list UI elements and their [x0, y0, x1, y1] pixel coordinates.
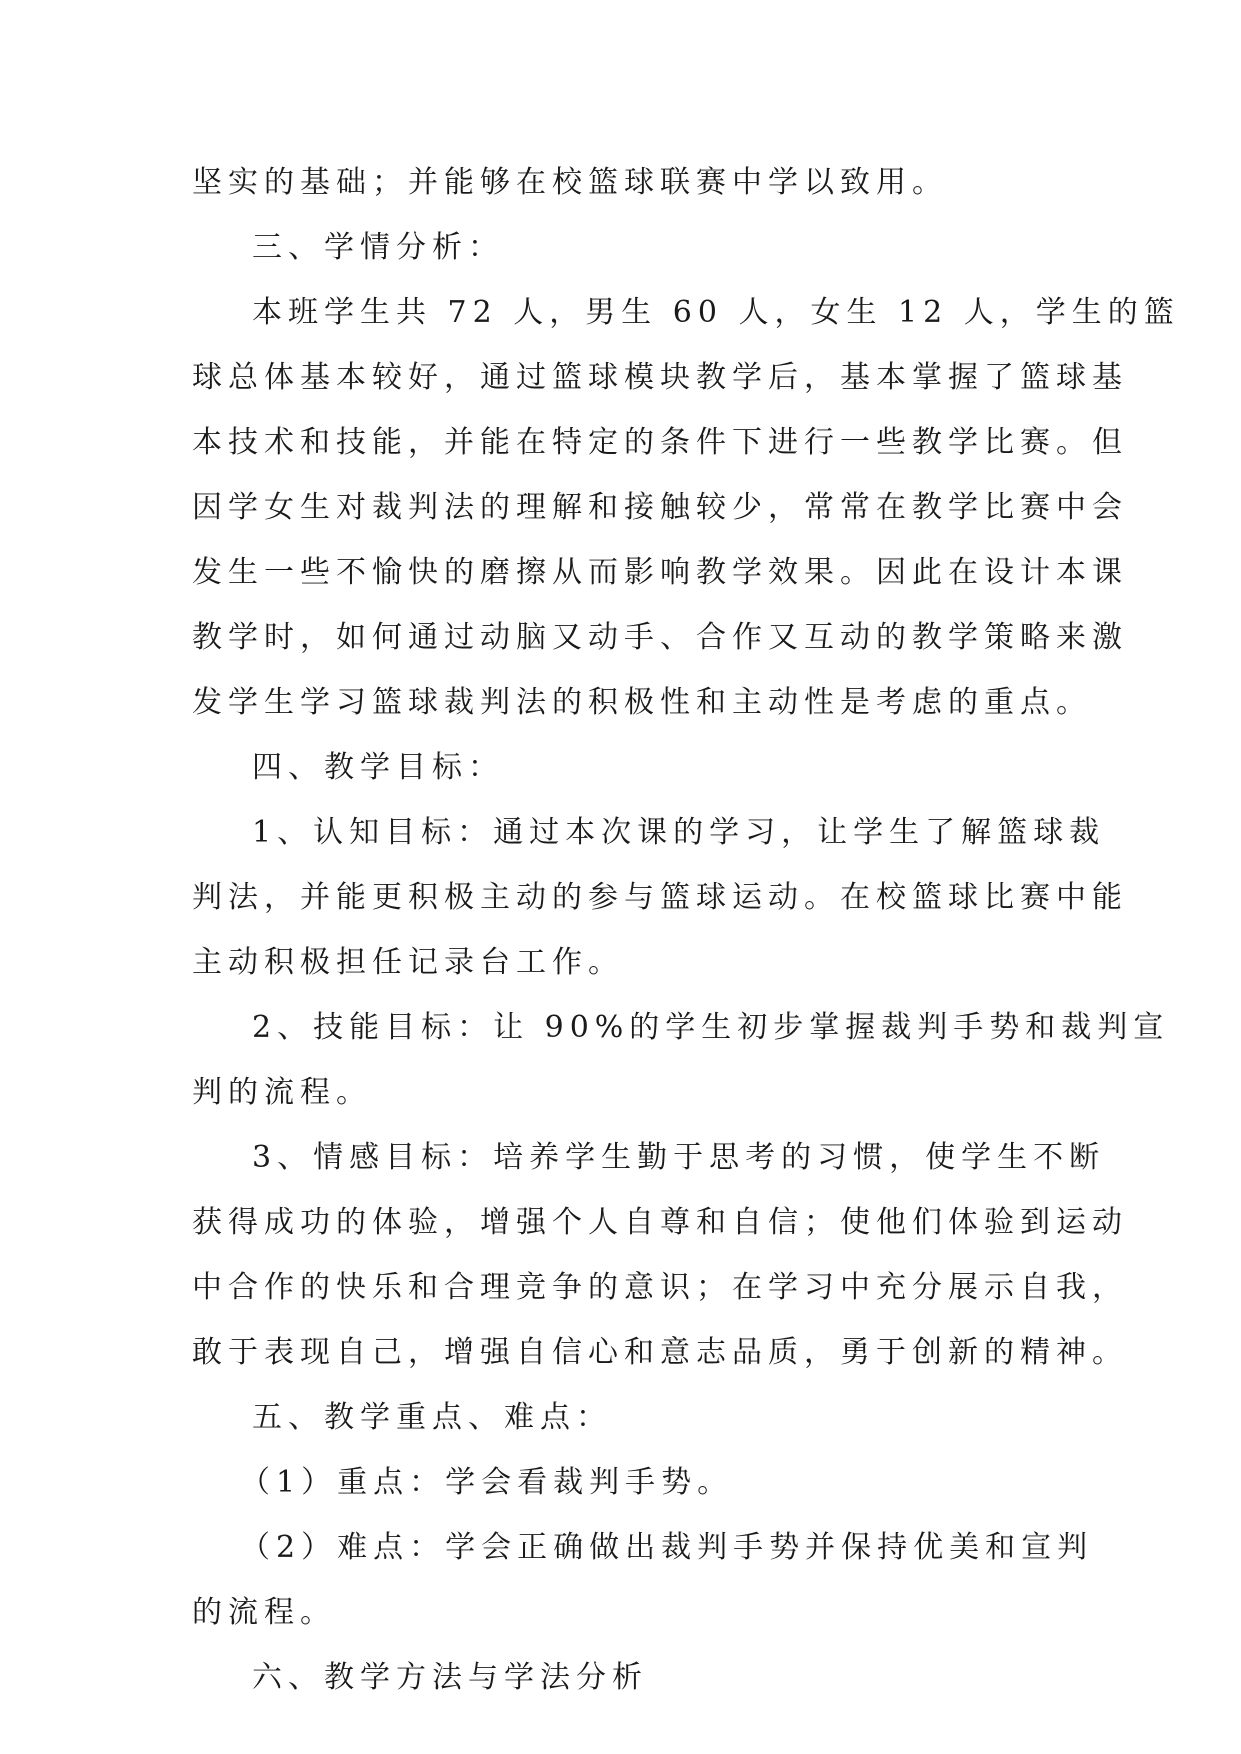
section-heading: 三、学情分析： [252, 230, 504, 265]
section-heading: 五、教学重点、难点： [252, 1400, 612, 1435]
text-line: 发生一些不愉快的磨擦从而影响教学效果。因此在设计本课 [192, 555, 1128, 590]
text-line: 敢于表现自己，增强自信心和意志品质，勇于创新的精神。 [192, 1335, 1128, 1370]
document-page [192, 150, 1180, 1710]
text-line: 1、认知目标：通过本次课的学习，让学生了解篮球裁 [252, 815, 1106, 850]
text-line: 本技术和技能，并能在特定的条件下进行一些教学比赛。但 [192, 425, 1128, 460]
text-line: 发学生学习篮球裁判法的积极性和主动性是考虑的重点。 [192, 685, 1092, 720]
text-line: 因学女生对裁判法的理解和接触较少，常常在教学比赛中会 [192, 490, 1128, 525]
text-line: 判的流程。 [192, 1075, 372, 1110]
text-line: 的流程。 [192, 1595, 336, 1630]
section-heading: 四、教学目标： [252, 750, 504, 785]
text-line: 2、技能目标：让 90%的学生初步掌握裁判手势和裁判宣 [252, 1010, 1170, 1045]
text-line: 获得成功的体验，增强个人自尊和自信；使他们体验到运动 [192, 1205, 1128, 1240]
list-item: （2）难点：学会正确做出裁判手势并保持优美和宣判 [240, 1530, 1094, 1565]
list-item: （1）重点：学会看裁判手势。 [240, 1465, 734, 1500]
text-line: 判法，并能更积极主动的参与篮球运动。在校篮球比赛中能 [192, 880, 1128, 915]
text-line: 球总体基本较好，通过篮球模块教学后，基本掌握了篮球基 [192, 360, 1128, 395]
text-line: 3、情感目标：培养学生勤于思考的习惯，使学生不断 [252, 1140, 1106, 1175]
text-line: 中合作的快乐和合理竞争的意识；在学习中充分展示自我， [192, 1270, 1128, 1305]
text-line: 教学时，如何通过动脑又动手、合作又互动的教学策略来激 [192, 620, 1128, 655]
section-heading: 六、教学方法与学法分析 [252, 1660, 648, 1695]
text-line: 坚实的基础；并能够在校篮球联赛中学以致用。 [192, 165, 948, 200]
text-line: 主动积极担任记录台工作。 [192, 945, 624, 980]
text-line: 本班学生共 72 人，男生 60 人，女生 12 人，学生的篮 [252, 295, 1180, 330]
